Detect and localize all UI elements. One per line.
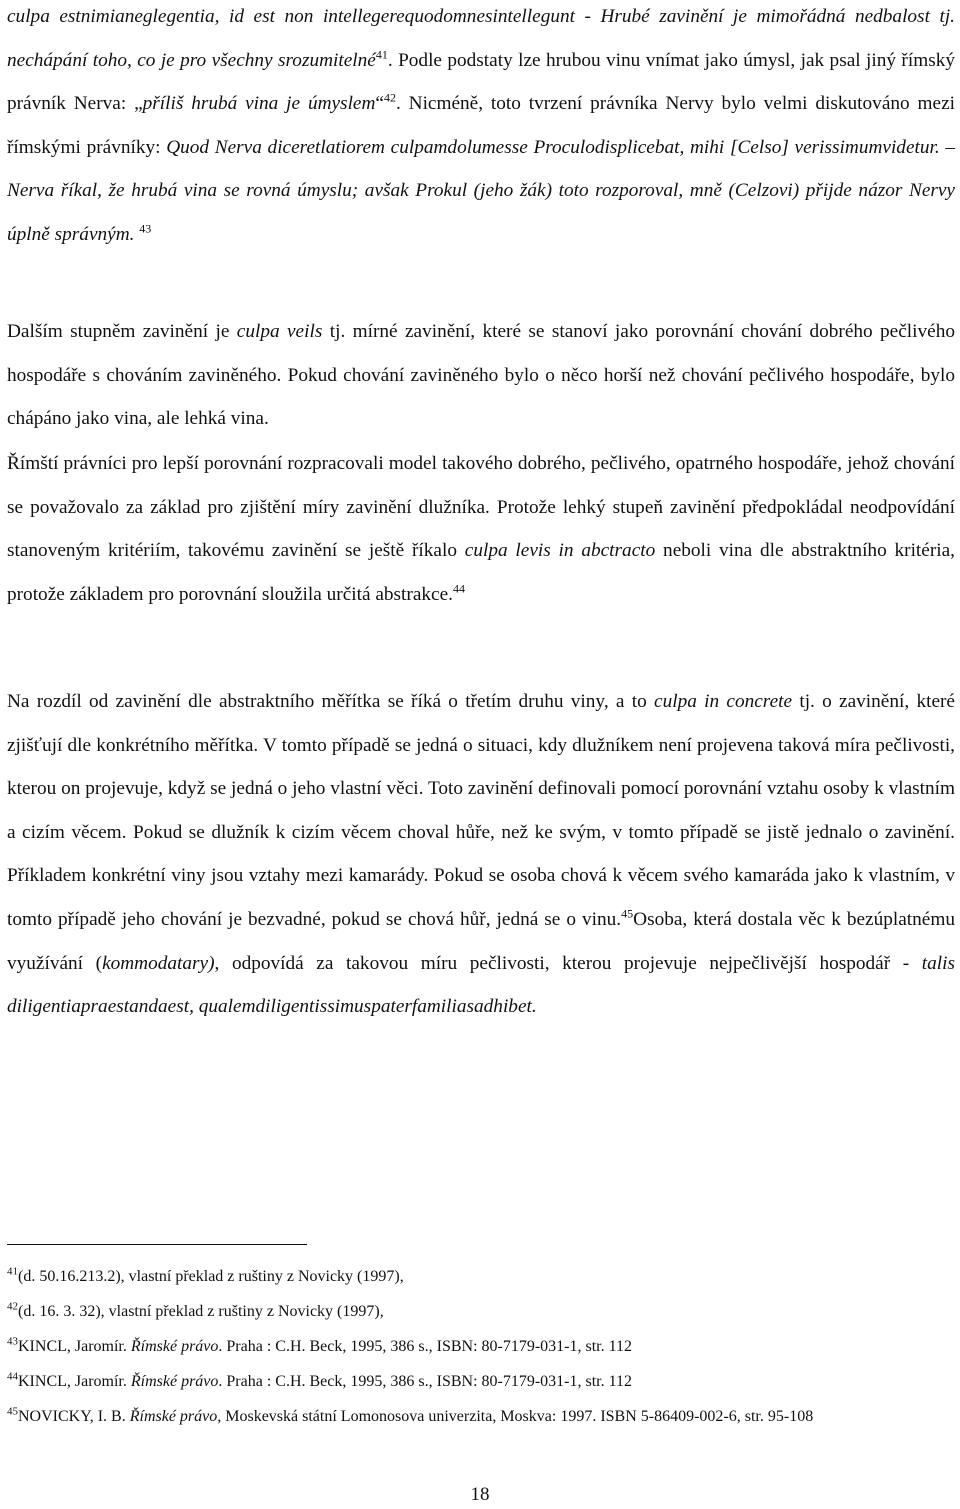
footnote-divider [7, 1244, 307, 1245]
paragraph-gross-negligence [7, 0, 955, 257]
text-span: kommodatary) [102, 952, 215, 974]
footnote-number: 41 [7, 1265, 18, 1278]
text-span: culpa levis in abctracto [464, 540, 656, 562]
footnote-text: . Praha : C.H. Beck, 1995, 386 s., ISBN: 80-7179-031-1, str. 112 [218, 1338, 633, 1355]
text-span: talis diligentiapraestandaest, qualemdiligentissimuspaterfamiliasadhibet. [7, 952, 955, 1018]
text-span: Na rozdíl od zavinění dle abstraktního měřítka se říká o třetím druhu viny, a to [7, 691, 655, 712]
text-span: příliš hrubá vina je úmyslem [142, 93, 376, 115]
text-span: Quod Nerva diceretlatiorem culpamdolumesse Proculodisplicebat, mihi [Celso] verissimumvidetur. – Nerva říkal, že hrubá vina se rovná úmyslu; avšak Prokul (jeho žák) toto rozporoval, mně (Celzovi) přijde názor Nervy úplně správným. [7, 136, 956, 245]
footnote-text: . Praha : C.H. Beck, 1995, 386 s., ISBN: 80-7179-031-1, str. 112 [218, 1373, 633, 1390]
text-span: tj. o zavinění, které zjišťují dle konkrétního měřítka. V tomto případě se jedná o situaci, kdy dlužníkem není projevena taková míra pečlivosti, kterou on projevuje, když se jedná o jeho vlastní věci. Toto zavinění definovali pomocí porovnání vztahu osoby k vlastním a cizím věcem. Pokud se dlužník k cizím věcem choval hůře, než ke svým, v tomto případě se jistě jednalo o zavinění. Příkladem konkrétní viny jsou vztahy mezi kamarády. Pokud se osoba chová k věcem svého kamaráda jako k vlastním, v tomto případě jeho chování je bezvadné, pokud se chová hůř, jedná se o vinu. [7, 691, 955, 930]
footnote-number: 44 [7, 1370, 18, 1383]
footnote-title: Římské právo [130, 1373, 219, 1390]
footnote-number: 42 [7, 1300, 18, 1313]
text-span: culpa estnimianeglegentia, id est non intellegerequodomnesintellegunt - Hrubé zavinění je mimořádná nedbalost tj. nechápání toho, co je pro všechny srozumitelné [7, 6, 955, 71]
footnote-45 [7, 1405, 957, 1428]
footnote-ref: 44 [452, 581, 465, 596]
footnote-text: KINCL, Jaromír. [18, 1373, 131, 1390]
text-span: “ [375, 93, 384, 115]
paragraph-abstract-model [7, 442, 955, 616]
footnote-title: Římské právo [130, 1338, 219, 1355]
text-span: culpa in concrete [654, 691, 793, 712]
footnote-text: NOVICKY, I. B. [18, 1408, 130, 1425]
footnote-number: 45 [7, 1405, 18, 1418]
text-span: . Podle podstaty lze hrubou vinu vnímat jako úmysl, jak psal jiný římský právník Nerva: „ [7, 49, 955, 115]
paragraph-culpa-in-concreto [7, 680, 955, 1029]
footnote-ref: 42 [383, 90, 396, 105]
text-span: Dalším stupněm zavinění je [7, 321, 237, 342]
footnote-title: Římské právo [129, 1408, 218, 1425]
footnote-43 [7, 1335, 957, 1358]
paragraph-culpa-levis [7, 310, 955, 441]
footnote-ref: 41 [375, 47, 388, 62]
text-span: . Nicméně, toto tvrzení právníka Nervy bylo velmi diskutováno mezi římskými právníky: [7, 93, 955, 158]
footnote-text: KINCL, Jaromír. [18, 1338, 131, 1355]
footnote-44 [7, 1370, 957, 1393]
text-span: Římští právníci pro lepší porovnání rozpracovali model takového dobrého, pečlivého, opatrného hospodáře, jehož chování se považovalo za základ pro zjištění míry zavinění dlužníka. Protože lehký stupeň zavinění předpokládal neodpovídání stanoveným kritériím, takovému zavinění se ještě říkalo [7, 453, 955, 562]
text-span: Osoba, která dostala věc k bezúplatnému využívání ( [7, 908, 955, 974]
footnote-ref: 43 [139, 221, 152, 236]
footnote-ref: 45 [621, 906, 634, 921]
footnote-text: (d. 16. 3. 32), vlastní překlad z ruštiny z Novicky (1997), [18, 1303, 384, 1320]
footnote-42 [7, 1300, 957, 1323]
text-span: neboli vina dle abstraktního kritéria, protože základem pro porovnání sloužila určitá abstrakce. [7, 540, 955, 605]
footnote-number: 43 [7, 1335, 18, 1348]
page-number: 18 [470, 1484, 490, 1505]
footnote-41 [7, 1265, 957, 1288]
footnotes [7, 1265, 957, 1440]
footnote-text: (d. 50.16.213.2), vlastní překlad z ruštiny z Novicky (1997), [18, 1268, 404, 1285]
footnote-text: , Moskevská státní Lomonosova univerzita, Moskva: 1997. ISBN 5-86409-002-6, str. 95-108 [217, 1408, 814, 1425]
text-span: culpa veils [236, 321, 323, 342]
text-span: tj. mírné zavinění, které se stanoví jako porovnání chování dobrého pečlivého hospodáře s chováním zaviněného. Pokud chování zaviněného bylo o něco horší než chování pečlivého hospodáře, bylo chápáno jako vina, ale lehká vina. [7, 321, 955, 430]
text-span: , odpovídá za takovou míru pečlivosti, kterou projevuje nejpečlivější hospodář - [214, 952, 922, 974]
